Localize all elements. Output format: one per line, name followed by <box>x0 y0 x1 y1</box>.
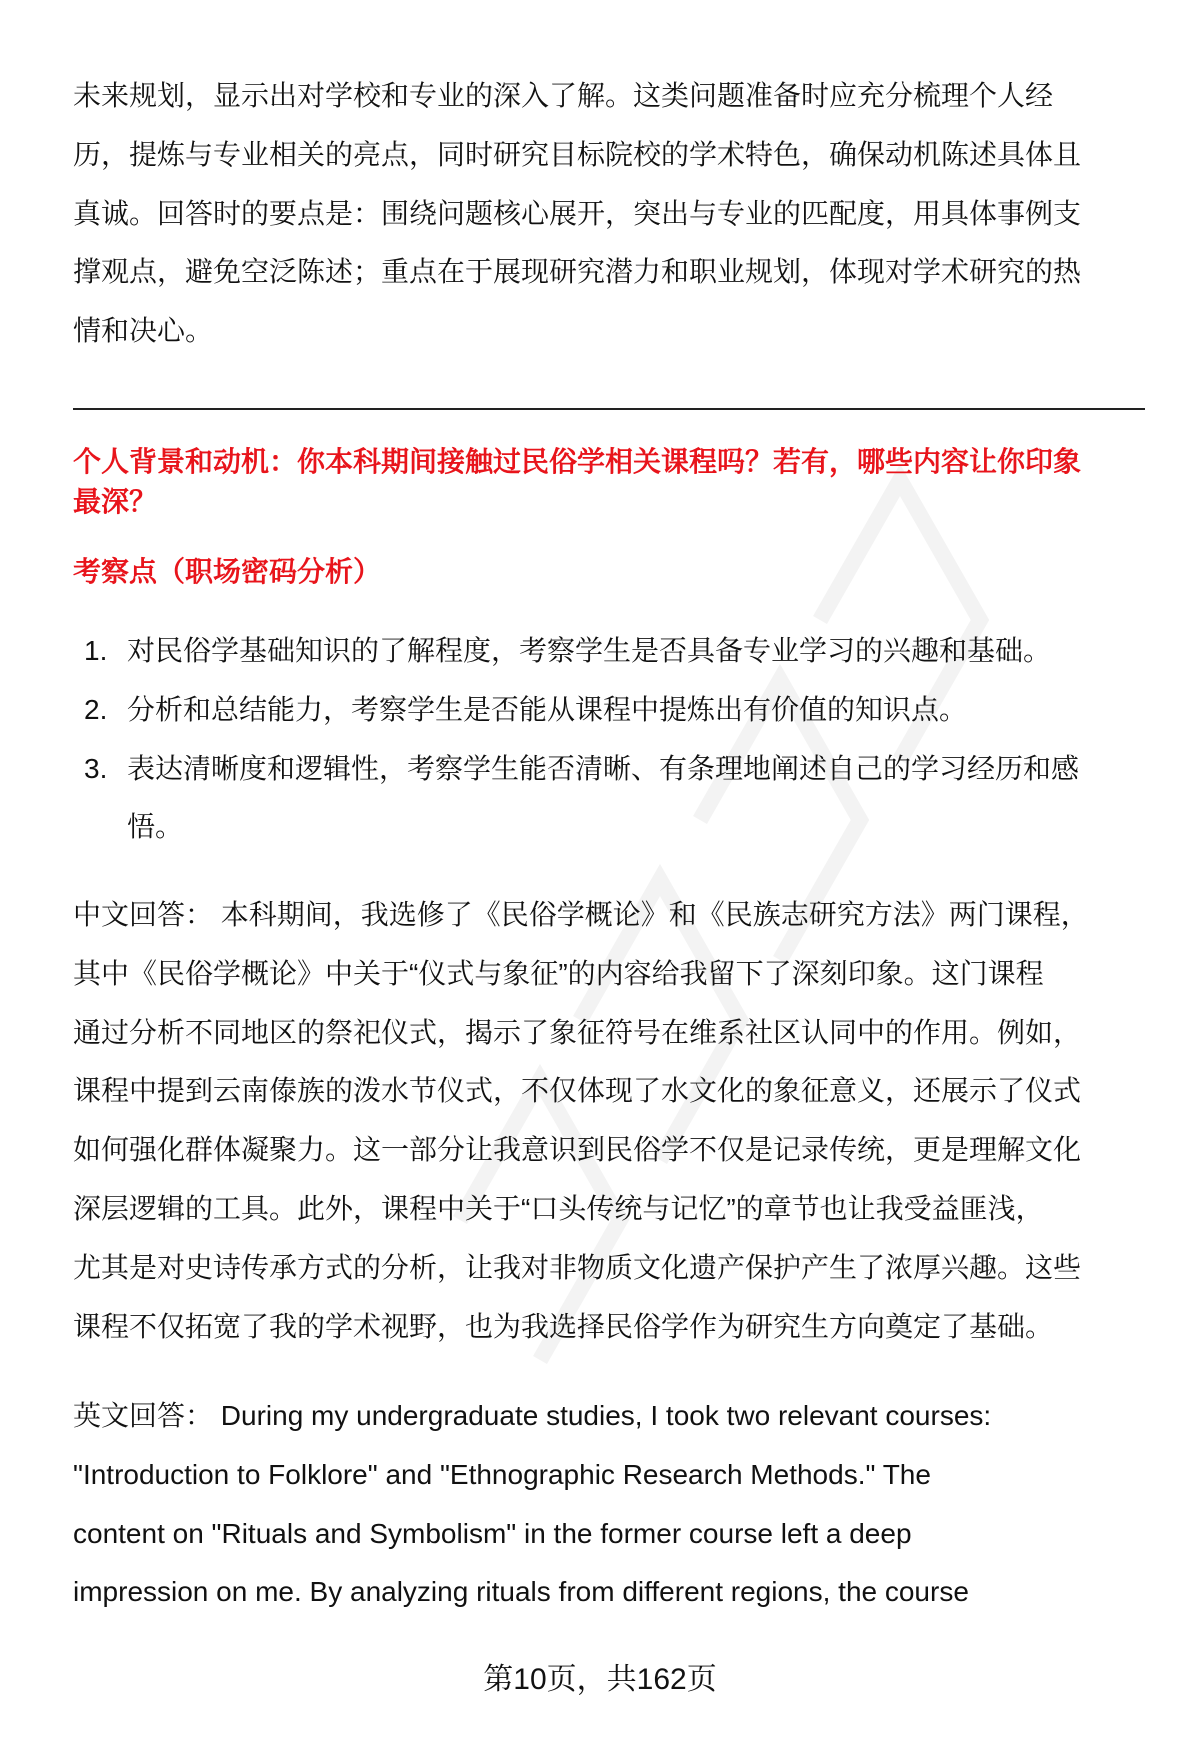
chinese-answer-line: 深层逻辑的工具。此外，课程中关于“口头传统与记忆”的章节也让我受益匪浅， <box>73 1193 1044 1224</box>
english-answer-line: content on "Rituals and Symbolism" in the former course left a deep <box>73 1517 912 1549</box>
chinese-answer-line: 中文回答： 本科期间，我选修了《民俗学概论》和《民族志研究方法》两门课程， <box>73 899 1089 930</box>
list-number: 2. <box>84 693 108 725</box>
chinese-answer-line: 课程中提到云南傣族的泼水节仪式，不仅体现了水文化的象征意义，还展示了仪式 <box>73 1075 1082 1107</box>
english-answer-line: impression on me. By analyzing rituals from different regions, the course <box>73 1576 969 1608</box>
list-item-text: 悟。 <box>127 811 184 843</box>
english-answer-line: 英文回答： During my undergraduate studies, I took two relevant courses: <box>73 1400 992 1431</box>
english-answer-line: "Introduction to Folklore" and "Ethnographic Research Methods." The <box>73 1458 931 1490</box>
chinese-answer-line: 如何强化群体凝聚力。这一部分让我意识到民俗学不仅是记录传统，更是理解文化 <box>73 1134 1082 1166</box>
list-item-text: 表达清晰度和逻辑性，考察学生能否清晰、有条理地阐述自己的学习经历和感 <box>127 752 1080 784</box>
question-heading-line: 最深？ <box>73 486 158 517</box>
list-number: 1. <box>84 635 108 666</box>
intro-paragraph-line: 未来规划，显示出对学校和专业的深入了解。这类问题准备时应充分梳理个人经 <box>73 80 1054 111</box>
list-number: 3. <box>84 752 108 784</box>
section-divider <box>73 408 1145 410</box>
intro-paragraph-line: 历，提炼与专业相关的亮点，同时研究目标院校的学术特色，确保动机陈述具体且 <box>73 138 1082 170</box>
section-heading: 考察点（职场密码分析） <box>73 556 382 587</box>
list-item-text: 对民俗学基础知识的了解程度，考察学生是否具备专业学习的兴趣和基础。 <box>127 635 1052 666</box>
page-footer: 第10页，共162页 <box>483 1663 717 1696</box>
chinese-answer-line: 尤其是对史诗传承方式的分析，让我对非物质文化遗产保护产生了浓厚兴趣。这些 <box>73 1251 1082 1283</box>
intro-paragraph-line: 撑观点，避免空泛陈述；重点在于展现研究潜力和职业规划，体现对学术研究的热 <box>73 256 1082 288</box>
intro-paragraph-line: 情和决心。 <box>73 315 214 347</box>
chinese-answer-line: 其中《民俗学概论》中关于“仪式与象征”的内容给我留下了深刻印象。这门课程 <box>73 957 1044 989</box>
list-item-text: 分析和总结能力，考察学生是否能从课程中提炼出有价值的知识点。 <box>127 693 968 725</box>
question-heading-line: 个人背景和动机：你本科期间接触过民俗学相关课程吗？若有，哪些内容让你印象 <box>73 446 1082 477</box>
intro-paragraph-line: 真诚。回答时的要点是：围绕问题核心展开，突出与专业的匹配度，用具体事例支 <box>73 197 1082 229</box>
chinese-answer-line: 课程不仅拓宽了我的学术视野，也为我选择民俗学作为研究生方向奠定了基础。 <box>73 1310 1054 1342</box>
chinese-answer-line: 通过分析不同地区的祭祀仪式，揭示了象征符号在维系社区认同中的作用。例如， <box>73 1016 1082 1048</box>
